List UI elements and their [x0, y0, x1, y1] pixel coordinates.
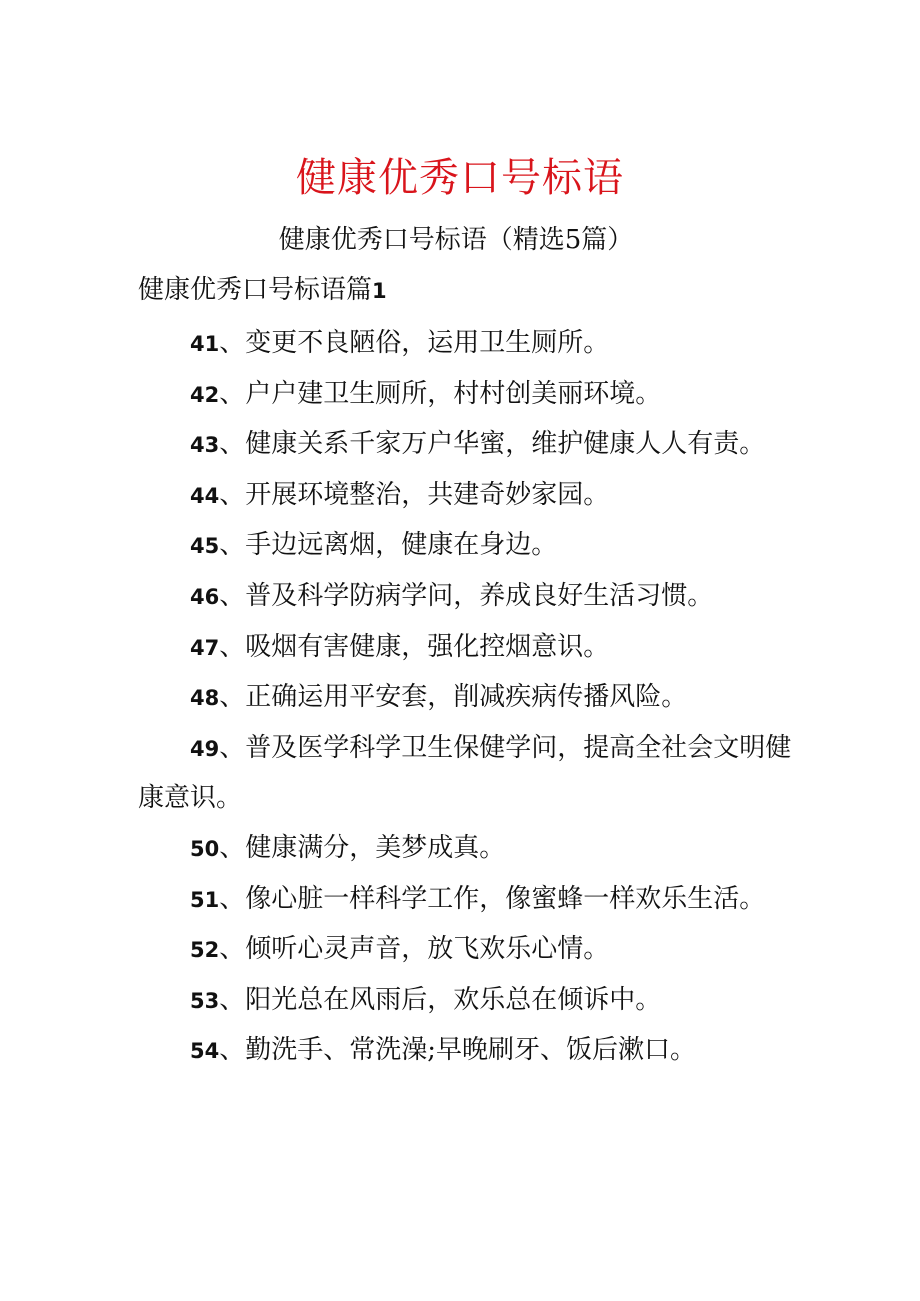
list-item [138, 824, 798, 875]
section-heading-number: 1 [372, 279, 387, 303]
list-item [138, 724, 798, 824]
item-number: 41 [190, 332, 220, 356]
item-number: 53 [190, 988, 220, 1013]
section-heading-text: 健康优秀口号标语篇 [138, 275, 373, 305]
item-number: 46 [190, 584, 220, 609]
item-text: 、正确运用平安套，削减疾病传播风险。 [219, 682, 688, 713]
list-item [138, 925, 798, 976]
item-text: 、普及科学防病学问，养成良好生活习惯。 [219, 580, 714, 611]
slogan-list [138, 319, 798, 1077]
item-text: 、手边远离烟，健康在身边。 [219, 530, 558, 561]
section-heading [138, 270, 387, 311]
list-item [138, 623, 798, 674]
document-title: 健康优秀口号标语 [296, 155, 624, 201]
item-number: 43 [190, 433, 220, 458]
item-number: 44 [190, 483, 220, 508]
item-number: 51 [190, 887, 220, 912]
item-number: 54 [190, 1039, 220, 1064]
list-item [138, 875, 798, 926]
item-number: 42 [190, 382, 220, 407]
item-number: 49 [190, 736, 220, 761]
document-subtitle: 健康优秀口号标语（精选5篇） [278, 225, 634, 255]
item-text: 、普及医学科学卫生保健学问，提高全社会文明健康意识。 [138, 732, 792, 814]
item-number: 48 [190, 686, 220, 711]
item-number: 45 [190, 534, 220, 559]
list-item [138, 471, 798, 522]
list-item [138, 572, 798, 623]
item-number: 50 [190, 836, 220, 861]
item-text: 、开展环境整治，共建奇妙家园。 [219, 479, 610, 510]
item-text: 、健康关系千家万户华蜜，维护健康人人有责。 [219, 429, 766, 460]
item-text: 、吸烟有害健康，强化控烟意识。 [219, 631, 610, 662]
list-item [138, 370, 798, 421]
list-item [138, 1026, 798, 1077]
item-text: 、倾听心灵声音，放飞欢乐心情。 [219, 934, 610, 965]
item-text: 、像心脏一样科学工作，像蜜蜂一样欢乐生活。 [219, 883, 766, 914]
list-item [138, 319, 798, 370]
item-text: 、户户建卫生厕所，村村创美丽环境。 [219, 378, 662, 409]
list-item [138, 976, 798, 1027]
item-text: 、勤洗手、常洗澡;早晚刷牙、饭后漱口。 [219, 1035, 696, 1066]
list-item [138, 673, 798, 724]
item-text: 、变更不良陋俗，运用卫生厕所。 [219, 328, 610, 358]
list-item [138, 521, 798, 572]
item-number: 47 [190, 635, 220, 660]
item-text: 、阳光总在风雨后，欢乐总在倾诉中。 [219, 984, 662, 1015]
item-number: 52 [190, 938, 220, 963]
item-text: 、健康满分，美梦成真。 [219, 832, 506, 863]
list-item [138, 420, 798, 471]
